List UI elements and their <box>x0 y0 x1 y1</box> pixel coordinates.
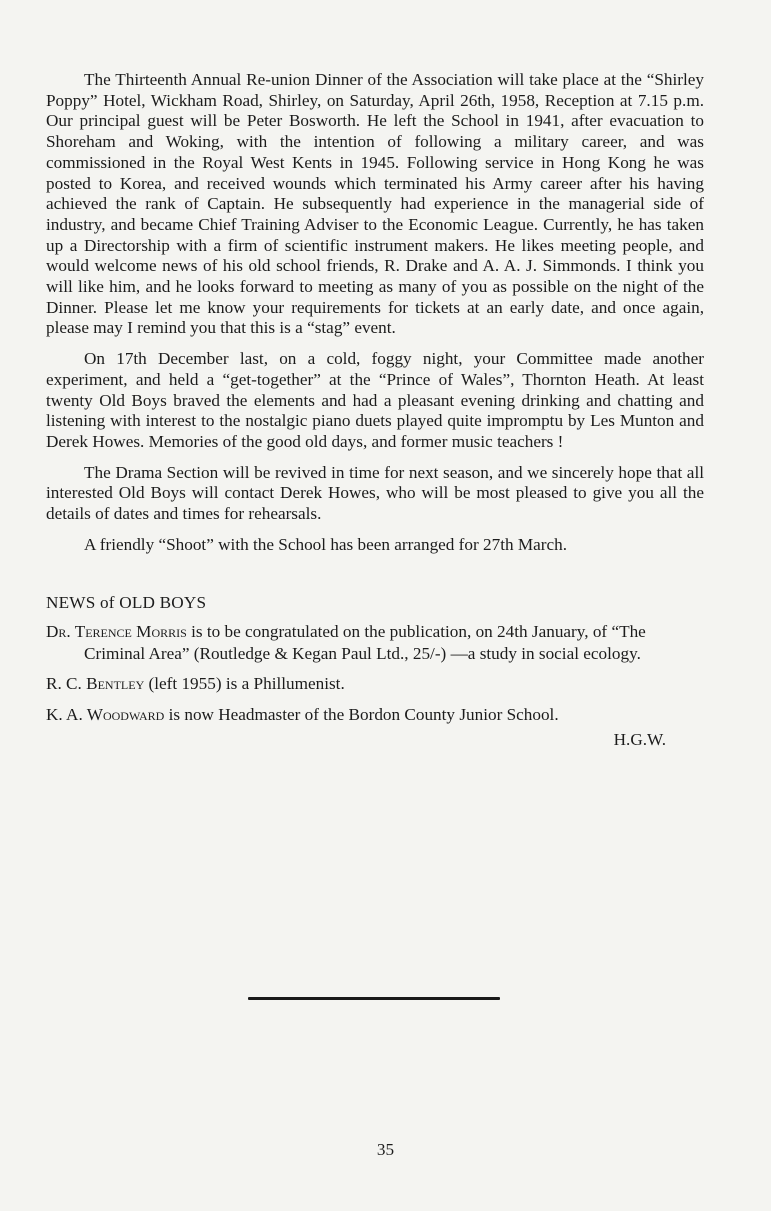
news-item <box>46 704 704 726</box>
paragraph-reunion-dinner: The Thirteenth Annual Re-union Dinner of the Association will take place at the “Shirley Poppy” Hotel, Wickham Road, Shirley, on Saturday, April 26th, 1958, Reception at 7.15 p.m. Our principal guest will be Peter Bosworth. He left the School in 1941, after evacuation to Shoreham and Woking, with the intention of following a military career, and was commissioned in the Royal West Kents in 1945. Following service in Hong Kong he was posted to Korea, and received wounds which terminated his Army career after his having achieved the rank of Captain. He subsequently had experience in the managerial side of industry, and became Chief Training Adviser to the Economic League. Currently, he has taken up a Directorship with a firm of scientific instrument makers. He likes meeting people, and would welcome news of his old school friends, R. Drake and A. A. J. Simmonds. I think you will like him, and he looks forward to meeting as many of you as possible on the night of the Dinner. Please let me know your requirements for tickets at an early date, and once again, please may I remind you that this is a “stag” event. <box>46 70 704 338</box>
news-item-text: is to be congratulated on the publication, on 24th January, of “The Criminal Area” (Routledge & Kegan Paul Ltd., 25/-) —a study in social ecology. <box>84 622 646 663</box>
news-item-text: (left 1955) is a Phillumenist. <box>144 674 345 694</box>
news-item <box>46 673 704 695</box>
news-item-name: K. A. Woodward <box>46 704 165 724</box>
news-item-name: Dr. Terence Morris <box>46 622 187 642</box>
page-content <box>46 70 704 750</box>
paragraph-shoot: A friendly “Shoot” with the School has been arranged for 27th March. <box>84 534 568 554</box>
signature: H.G.W. <box>613 730 666 750</box>
news-item-text: is now Headmaster of the Bordon County Junior School. <box>164 704 559 724</box>
paragraph-get-together: On 17th December last, on a cold, foggy night, your Committee made another experiment, and held a “get-together” at the “Prince of Wales”, Thornton Heath. At least twenty Old Boys braved the elements and had a pleasant evening drinking and chatting and listening with interest to the nostalgic piano duets played quite impromptu by Les Munton and Derek Howes. Memories of the good old days, and former music teachers ! <box>46 349 704 451</box>
page-number: 35 <box>376 1140 395 1159</box>
news-heading: NEWS of OLD BOYS <box>46 593 207 613</box>
news-item <box>46 621 704 664</box>
news-item-name: R. C. Bentley <box>46 674 145 694</box>
divider-rule <box>248 997 500 1000</box>
paragraph-drama-section: The Drama Section will be revived in time for next season, and we sincerely hope that all interested Old Boys will contact Derek Howes, who will be most pleased to give you all the details of dates and times for rehearsals. <box>46 462 704 524</box>
